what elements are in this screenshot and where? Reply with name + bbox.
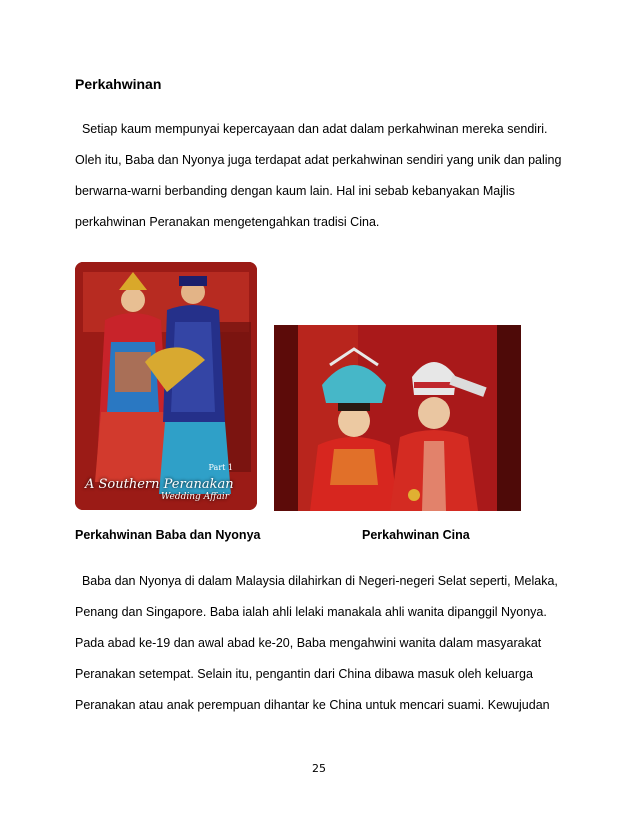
paragraph-line: Oleh itu, Baba dan Nyonya juga terdapat adat perkahwinan sendiri yang unik dan paling bbox=[75, 153, 562, 167]
photo-overlay-subtitle: Wedding Affair bbox=[161, 492, 230, 502]
paragraph-line: berwarna-warni berbanding dengan kaum lain. Hal ini sebab kebanyakan Majlis bbox=[75, 184, 515, 198]
photo-overlay-title: A Southern Peranakan bbox=[85, 477, 234, 492]
paragraph-line: perkahwinan Peranakan mengetengahkan tradisi Cina. bbox=[75, 215, 380, 229]
wedding-illustration bbox=[75, 262, 257, 510]
photo-overlay-part: Part 1 bbox=[208, 463, 233, 472]
section-heading: Perkahwinan bbox=[75, 76, 162, 92]
paragraph-line: Pada abad ke-19 dan awal abad ke-20, Baba mengahwini wanita dalam masyarakat bbox=[75, 636, 542, 650]
paragraph-intro bbox=[75, 114, 575, 238]
caption-cina: Perkahwinan Cina bbox=[362, 528, 470, 542]
paragraph-line: Peranakan atau anak perempuan dihantar ke China untuk mencari suami. Kewujudan bbox=[75, 698, 550, 712]
baba-nyonya-wedding-photo bbox=[75, 262, 257, 510]
paragraph-line: Penang dan Singapore. Baba ialah ahli lelaki manakala ahli wanita dipanggil Nyonya. bbox=[75, 605, 547, 619]
chinese-wedding-illustration bbox=[274, 325, 521, 511]
paragraph-line: Peranakan setempat. Selain itu, pengantin dari China dibawa masuk oleh keluarga bbox=[75, 667, 533, 681]
paragraph-line: Setiap kaum mempunyai kepercayaan dan adat dalam perkahwinan mereka sendiri. bbox=[75, 122, 548, 136]
chinese-wedding-photo bbox=[274, 325, 521, 511]
paragraph-background bbox=[75, 566, 575, 721]
caption-baba-nyonya: Perkahwinan Baba dan Nyonya bbox=[75, 528, 261, 542]
page-number: 25 bbox=[312, 762, 326, 775]
paragraph-line: Baba dan Nyonya di dalam Malaysia dilahirkan di Negeri-negeri Selat seperti, Melaka, bbox=[75, 574, 558, 588]
